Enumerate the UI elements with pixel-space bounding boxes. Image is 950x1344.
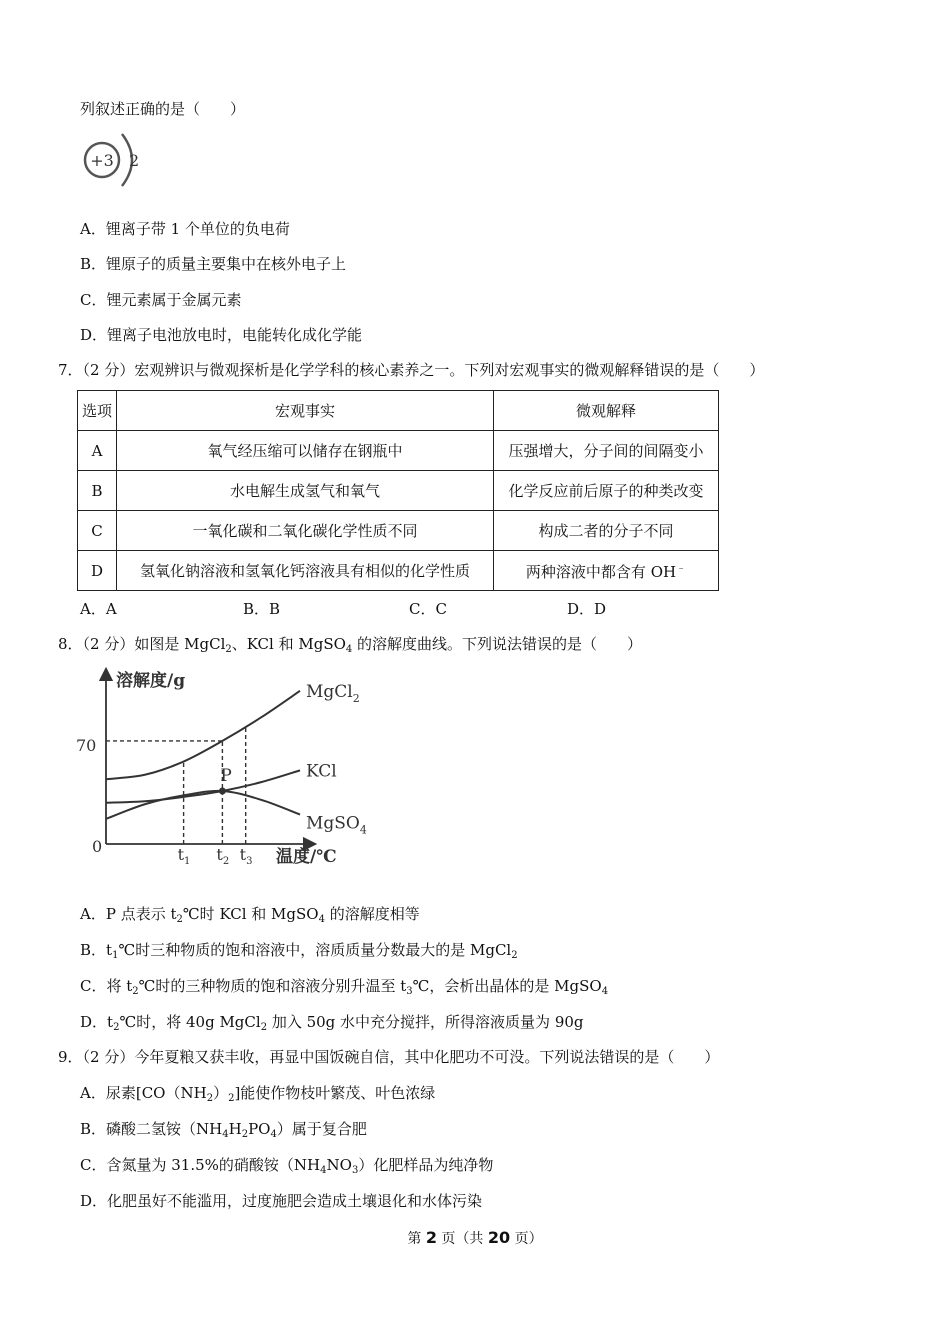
series-label-0: MgCl$_2$: [306, 681, 360, 705]
series-line-0: [106, 691, 300, 779]
macro-fact: 水电解生成氢气和氧气: [117, 471, 494, 511]
table-row: [78, 431, 719, 471]
table-row: [78, 471, 719, 511]
q9-option-c: C．含氮量为 31.5%的硝酸铵$(NH_4NO_3)$化肥样品为纯净物: [80, 1156, 494, 1176]
q6-option-c: C．锂元素属于金属元素: [80, 291, 242, 309]
x-axis-label: 温度/℃: [276, 847, 337, 867]
origin-label: 0: [92, 837, 103, 856]
lithium-ion-structure-diagram: [80, 130, 150, 190]
header-micro-explanation: 微观解释: [494, 391, 719, 431]
q8-option-d: D．$t_2℃$时，将 40g MgCl$_2$ 加入 50g 水中充分搅拌，所得溶液质量为 90g: [80, 1013, 584, 1033]
row-label: D: [78, 551, 117, 591]
series-group: [106, 691, 300, 819]
micro-explanation: 构成二者的分子不同: [494, 511, 719, 551]
table-row: [78, 551, 719, 591]
nucleus-charge: +3: [90, 151, 114, 170]
q7-table: [77, 390, 719, 591]
q7-answer-c: C．C: [409, 600, 447, 618]
row-label: B: [78, 471, 117, 511]
table-header-row: [78, 391, 719, 431]
row-label: A: [78, 431, 117, 471]
header-macro-fact: 宏观事实: [117, 391, 494, 431]
q6-option-d: D．锂离子电池放电时，电能转化成化学能: [80, 326, 363, 344]
q9-option-a: A．尿素$[CO(NH_2)_2]$能使作物枝叶繁茂、叶色浓绿: [80, 1084, 436, 1104]
x-tick-sub: 3: [246, 856, 253, 867]
shell-electron-count: 2: [129, 151, 140, 170]
q8-option-c: C．将 $t_2℃$时的三种物质的饱和溶液分别升温至 $t_3℃$，会析出晶体的是 MgSO$_4$: [80, 977, 609, 997]
macro-fact: 一氧化碳和二氧化碳化学性质不同: [117, 511, 494, 551]
micro-explanation: 压强增大，分子间的间隔变小: [494, 431, 719, 471]
micro-explanation: 化学反应前后原子的种类改变: [494, 471, 719, 511]
q6-option-b: B．锂原子的质量主要集中在核外电子上: [80, 255, 347, 273]
solubility-chart: [70, 662, 370, 874]
table-row: [78, 511, 719, 551]
x-tick-label-0: $t_1$: [177, 845, 191, 867]
q9-stem: 9．（2 分）今年夏粮又获丰收，再显中国饭碗自信，其中化肥功不可没。下列说法错误的是（ ）: [58, 1048, 720, 1066]
series-label-sub: 4: [359, 823, 367, 837]
x-tick-sub: 1: [184, 856, 191, 867]
page-number: 2: [425, 1228, 437, 1247]
q7-answer-b: B．B: [243, 600, 281, 618]
series-label-sub: 2: [352, 691, 360, 705]
y-axis-label: 溶解度/g: [116, 671, 186, 691]
point-marker-0: [219, 787, 226, 794]
q9-option-d: D．化肥虽好不能滥用，过度施肥会造成土壤退化和水体污染: [80, 1192, 483, 1210]
x-tick-label-2: $t_3$: [239, 845, 253, 867]
q8-option-b: B．$t_1℃$时三种物质的饱和溶液中，溶质质量分数最大的是 MgCl$_2$: [80, 941, 518, 961]
series-labels-group: [219, 682, 367, 837]
series-label-2: MgSO$_4$: [306, 813, 367, 837]
x-tick-label-1: $t_2$: [216, 845, 230, 867]
series-line-1: [106, 770, 300, 802]
x-ticks-group: [178, 845, 253, 867]
q9-option-b: B．磷酸二氢铵$(NH_4H_2PO_4)$属于复合肥: [80, 1120, 367, 1140]
series-label-1: KCl: [306, 761, 337, 782]
q7-answer-d: D．D: [567, 600, 607, 618]
row-label: C: [78, 511, 117, 551]
q6-option-a: A．锂离子带 1 个单位的负电荷: [80, 220, 290, 238]
micro-explanation: 两种溶液中都含有 OH﹣: [494, 551, 719, 591]
header-option: 选项: [78, 391, 117, 431]
q6-intro: 列叙述正确的是（ ）: [80, 100, 246, 118]
q8-option-a: A．P 点表示 $t_2℃$时 KCl 和 MgSO$_4$ 的溶解度相等: [80, 905, 420, 925]
macro-fact: 氢氧化钠溶液和氢氧化钙溶液具有相似的化学性质: [117, 551, 494, 591]
point-label-0: P: [220, 765, 232, 786]
x-tick-sub: 2: [222, 856, 230, 867]
q7-stem: 7．（2 分）宏观辨识与微观探析是化学学科的核心素养之一。下列对宏观事实的微观解释错误的是（ ）: [58, 361, 765, 379]
total-pages: 20: [487, 1228, 511, 1247]
q7-answer-a: A．A: [80, 600, 117, 618]
macro-fact: 氧气经压缩可以储存在钢瓶中: [117, 431, 494, 471]
page-footer: 第 2 页（共 20 页）: [407, 1228, 543, 1247]
y-tick-label: 70: [76, 736, 97, 755]
q8-stem: 8．（2 分）如图是 MgCl$_2$、KCl 和 MgSO$_4$ 的溶解度曲线。下列说法错误的是（ ）: [58, 635, 643, 655]
